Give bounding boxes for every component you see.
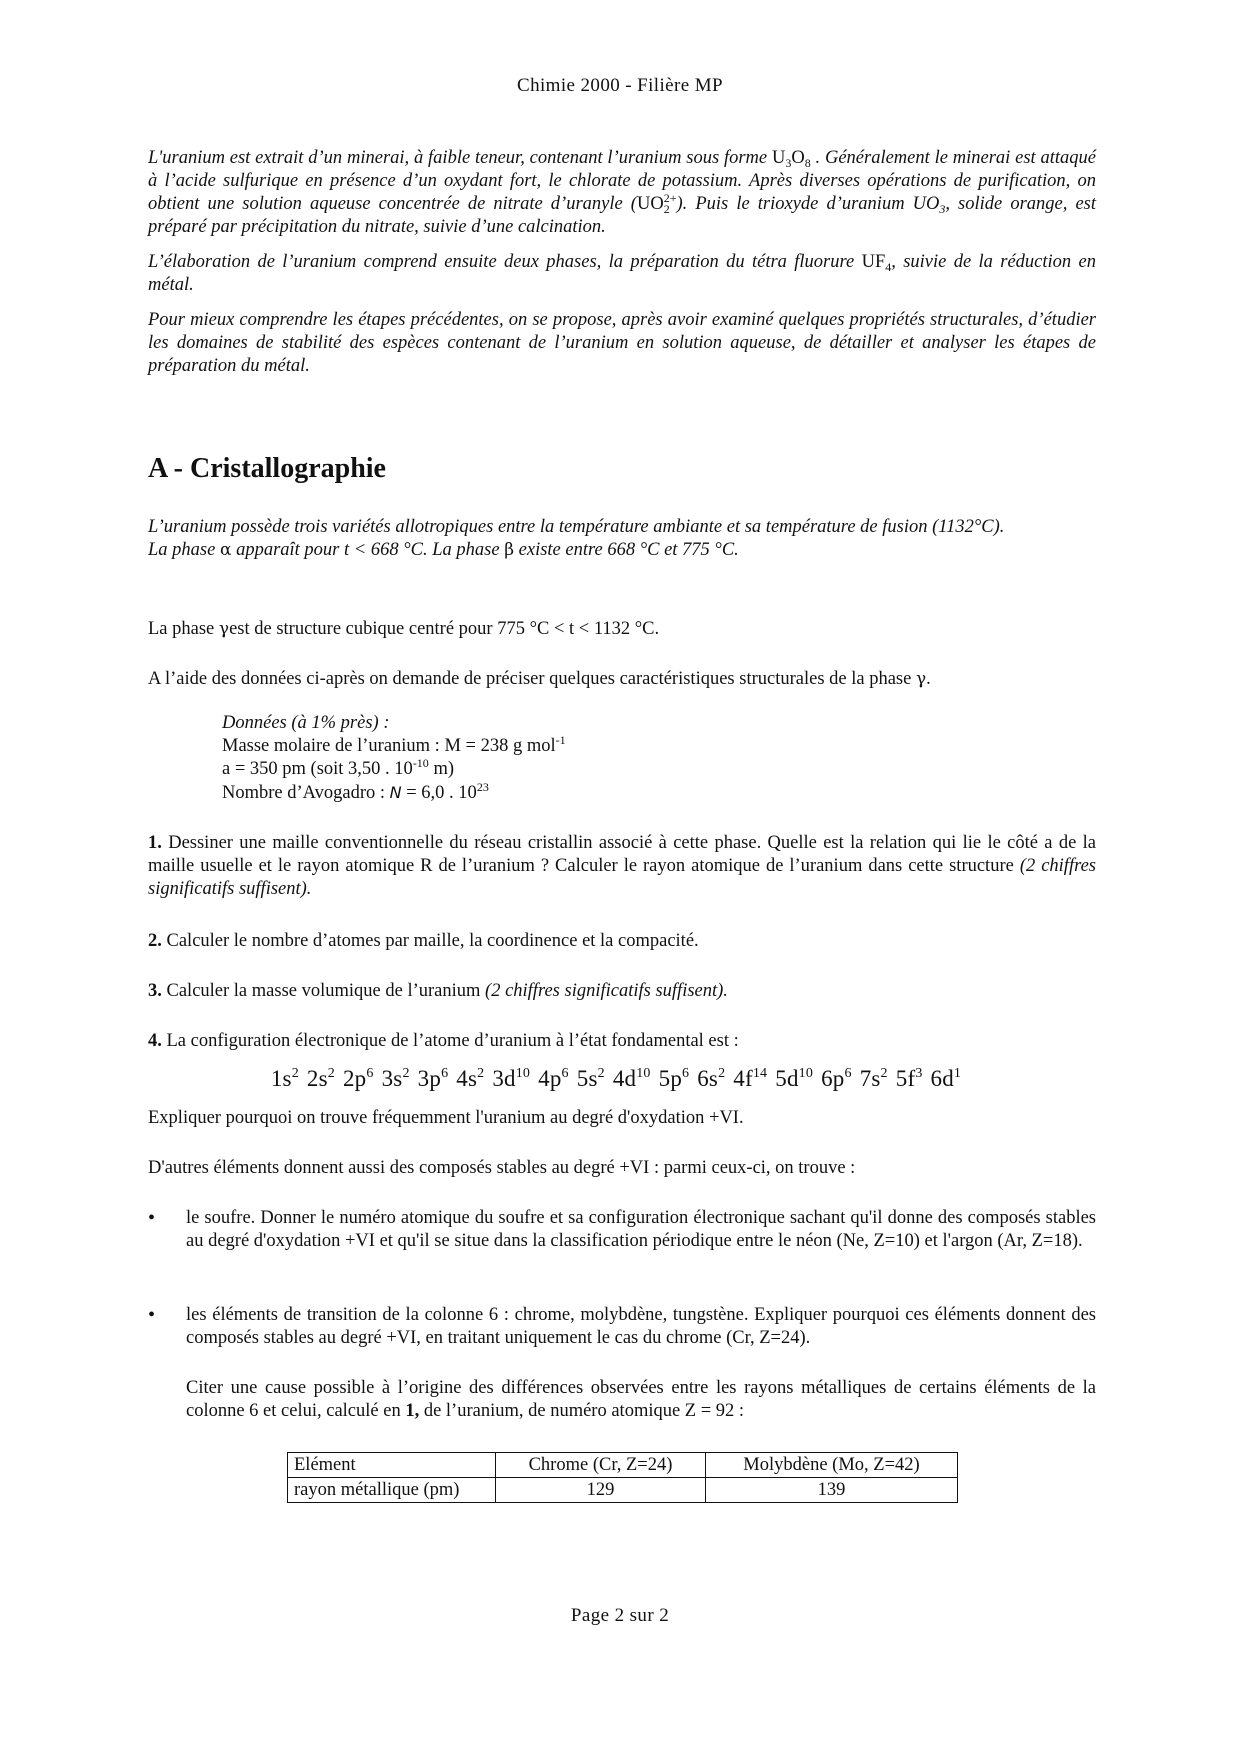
question-4: 4. La configuration électronique de l’atome d’uranium à l’état fondamental est :: [148, 1031, 739, 1051]
metallic-radius-table: [287, 1452, 958, 1503]
bullet-transition-elements: • les éléments de transition de la colonne 6 : chrome, molybdène, tungstène. Expliquer pourquoi ces éléments donnent des composés stables au degré +VI, en traitant uniquement le cas du chrome (Cr, Z=24).: [148, 1304, 1096, 1348]
config-term: $5p^6$: [658, 1066, 690, 1091]
formula-u3o8: $U_3O_8$: [771, 148, 811, 170]
config-term: $4f^{14}$: [733, 1066, 768, 1091]
table-row: [288, 1478, 958, 1503]
bullet-sulfur: • le soufre. Donner le numéro atomique du soufre et sa configuration électronique sachant qu'il donne des composés stables au degré d'oxydation +VI et qu'il se situe dans la classification périodique entre le néon (Ne, Z=10) et l'argon (Ar, Z=18).: [148, 1207, 1096, 1251]
page-footer: Page 2 sur 2: [570, 1605, 670, 1626]
section-title: A - Cristallographie: [148, 453, 386, 484]
bullet-icon: •: [148, 1304, 156, 1326]
phases-text: La phase α apparaît pour t < 668 °C. La phase β existe entre 668 °C et 775 °C.: [148, 540, 739, 560]
config-term: $6p^6$: [821, 1066, 852, 1091]
question-2: 2. Calculer le nombre d’atomes par maille, la coordinence et la compacité.: [148, 931, 699, 951]
config-term: $3d^{10}$: [492, 1066, 531, 1091]
formula-uf4: $UF_4$: [861, 252, 892, 274]
question-3: 3. Calculer la masse volumique de l’uranium (2 chiffres significatifs suffisent).: [148, 981, 728, 1001]
config-term: $6s^2$: [697, 1066, 726, 1091]
bullet-icon: •: [148, 1207, 156, 1229]
molar-mass: Masse molaire de l’uranium : M = 238 g mol$^{-1}$: [222, 733, 566, 756]
intro-paragraph-2: L’élaboration de l’uranium comprend ensuite deux phases, la préparation du tétra fluorure $UF_4$, suivie de la réduction en métal.: [148, 252, 1096, 295]
gamma-phase-text: La phase γest de structure cubique centré pour 775 °C < t < 1132 °C.: [148, 619, 660, 639]
table-cell: 129: [496, 1478, 706, 1503]
config-term: $5f^3$: [895, 1066, 923, 1091]
question-1: 1. Dessiner une maille conventionnelle du réseau cristallin associé à cette phase. Quelle est la relation qui lie le côté a de la maille usuelle et le rayon atomique R de l’uranium ? Calculer le rayon atomique de l’uranium dans cette structure (2 chiffres significatifs suffisent).: [148, 833, 1097, 899]
data-title: Données (à 1% près) :: [222, 713, 390, 733]
allotropes-block: [148, 516, 1096, 562]
config-term: $3s^2$: [381, 1066, 410, 1091]
explain-text: Expliquer pourquoi on trouve fréquemment l'uranium au degré d'oxydation +VI.: [148, 1108, 744, 1128]
config-term: $6d^1$: [930, 1066, 962, 1091]
config-term: $1s^2$: [270, 1066, 299, 1091]
allotropes-text: L’uranium possède trois variétés allotropiques entre la température ambiante et sa température de fusion (1132°C).: [148, 517, 1005, 537]
page-header: Chimie 2000 - Filière MP: [517, 75, 723, 96]
avogadro-number: Nombre d’Avogadro : N = 6,0 . $10^{23}$: [222, 780, 489, 803]
table-cell: Elément: [288, 1453, 496, 1478]
data-block: [222, 712, 566, 805]
intro-paragraph-3: Pour mieux comprendre les étapes précédentes, on se propose, après avoir examiné quelques propriétés structurales, d’étudier les domaines de stabilité des espèces contenant de l’uranium en solution aqueuse, de détailler et analyser les étapes de préparation du métal.: [148, 310, 1096, 376]
table-cell: Molybdène (Mo, Z=42): [706, 1453, 958, 1478]
table-cell: rayon métallique (pm): [288, 1478, 496, 1503]
config-term: $7s^2$: [859, 1066, 888, 1091]
config-term: $4d^{10}$: [612, 1066, 651, 1091]
config-term: $3p^6$: [417, 1066, 449, 1091]
config-term: $5d^{10}$: [775, 1066, 814, 1091]
lattice-parameter: a = 350 pm (soit 3,50 . $10^{-10}$ m): [222, 756, 454, 779]
intro-paragraph-1: L'uranium est extrait d’un minerai, à faible teneur, contenant l’uranium sous forme $U_3O_8$ . Généralement le minerai est attaqué à l’acide sulfurique en présence d’un oxydant fort, le chlorate de potassium. Après diverses opérations de purification, on obtient une solution aqueuse concentrée de nitrate d’uranyle $(UO_2^{2+})$. Puis le trioxyde d’uranium $UO_3$, solide orange, est préparé par précipitation du nitrate, suivie d’une calcination.: [148, 148, 1096, 237]
config-term: $2s^2$: [306, 1066, 335, 1091]
table-header-row: [288, 1453, 958, 1478]
cite-text: Citer une cause possible à l’origine des différences observées entre les rayons métalliques de certains éléments de la colonne 6 et celui, calculé en 1, de l’uranium, de numéro atomique Z = 92 :: [186, 1378, 1096, 1421]
config-term: $2p^6$: [342, 1066, 374, 1091]
others-text: D'autres éléments donnent aussi des composés stables au degré +VI : parmi ceux-ci, on trouve :: [148, 1158, 856, 1178]
formula-uranyl: $UO_2^{2+}$: [636, 191, 677, 216]
table-cell: Chrome (Cr, Z=24): [496, 1453, 706, 1478]
config-term: $4s^2$: [456, 1066, 485, 1091]
introduction: [148, 147, 1096, 390]
table-cell: 139: [706, 1478, 958, 1503]
request-text: A l’aide des données ci-après on demande de préciser quelques caractéristiques structurales de la phase γ.: [148, 669, 931, 689]
config-term: $5s^2$: [576, 1066, 605, 1091]
electron-configuration: [0, 1067, 1240, 1090]
config-term: $4p^6$: [538, 1066, 569, 1091]
